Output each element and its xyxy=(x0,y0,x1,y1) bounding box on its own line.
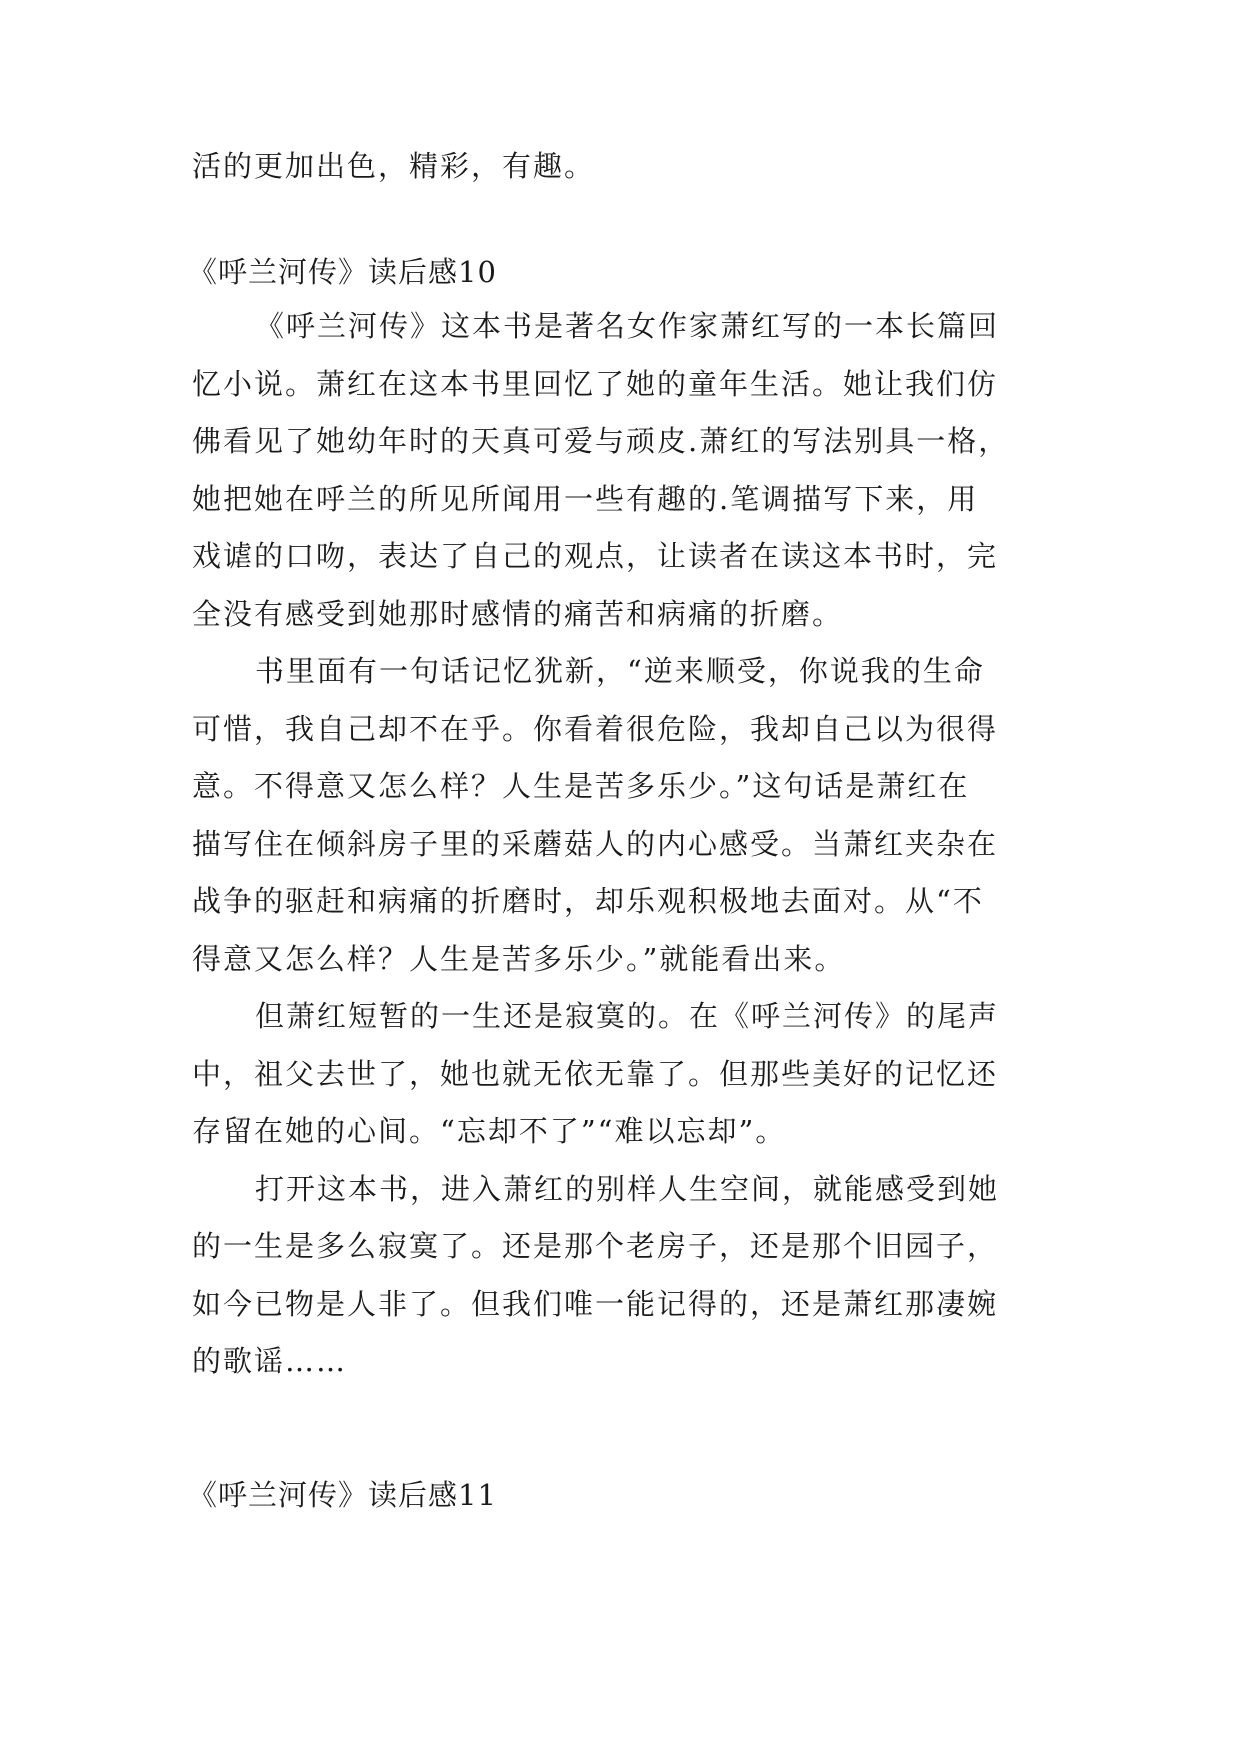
text-line: 得意又怎么样？人生是苦多乐少。”就能看出来。 xyxy=(192,941,846,976)
text-line: 的歌谣…… xyxy=(192,1344,348,1378)
section-10-body xyxy=(192,298,1048,1391)
text-line: 如今已物是人非了。但我们唯一能记得的，还是萧红那凄婉 xyxy=(192,1286,999,1321)
text-line: 她把她在呼兰的所见所闻用一些有趣的.笔调描写下来，用 xyxy=(192,481,979,516)
text-line: 《呼兰河传》这本书是著名女作家萧红写的一本长篇回 xyxy=(255,309,1000,343)
text-line: 中，祖父去世了，她也就无依无靠了。但那些美好的记忆还 xyxy=(192,1056,999,1091)
text-line: 打开这本书，进入萧红的别样人生空间，就能感受到她 xyxy=(255,1171,1000,1206)
section-10-heading: 《呼兰河传》读后感10 xyxy=(188,255,497,289)
text-line: 戏谑的口吻，表达了自己的观点，让读者在读这本书时，完 xyxy=(192,539,999,573)
text-line: 的一生是多么寂寞了。还是那个老房子，还是那个旧园子， xyxy=(192,1229,999,1263)
text-line: 战争的驱赶和病痛的折磨时，却乐观积极地去面对。从“不 xyxy=(192,884,984,918)
text-line: 可惜，我自己却不在乎。你看着很危险，我却自己以为很得 xyxy=(192,711,999,746)
text-line: 书里面有一句话记忆犹新，“逆来顺受，你说我的生命 xyxy=(255,654,985,688)
continuation-paragraph xyxy=(192,138,1048,196)
text-line: 存留在她的心间。“忘却不了”“难以忘却”。 xyxy=(192,1114,787,1148)
text-line: 但萧红短暂的一生还是寂寞的。在《呼兰河传》的尾声 xyxy=(255,999,1000,1033)
text-line: 描写住在倾斜房子里的采蘑菇人的内心感受。当萧红夹杂在 xyxy=(192,826,999,861)
text-line: 全没有感受到她那时感情的痛苦和病痛的折磨。 xyxy=(192,596,844,631)
text-line: 忆小说。萧红在这本书里回忆了她的童年生活。她让我们仿 xyxy=(192,366,999,401)
text-line: 活的更加出色，精彩，有趣。 xyxy=(192,149,596,183)
section-11-heading: 《呼兰河传》读后感11 xyxy=(188,1478,497,1512)
text-line: 意。不得意又怎么样？人生是苦多乐少。”这句话是萧红在 xyxy=(192,769,970,803)
text-line: 佛看见了她幼年时的天真可爱与顽皮.萧红的写法别具一格， xyxy=(192,424,1010,458)
